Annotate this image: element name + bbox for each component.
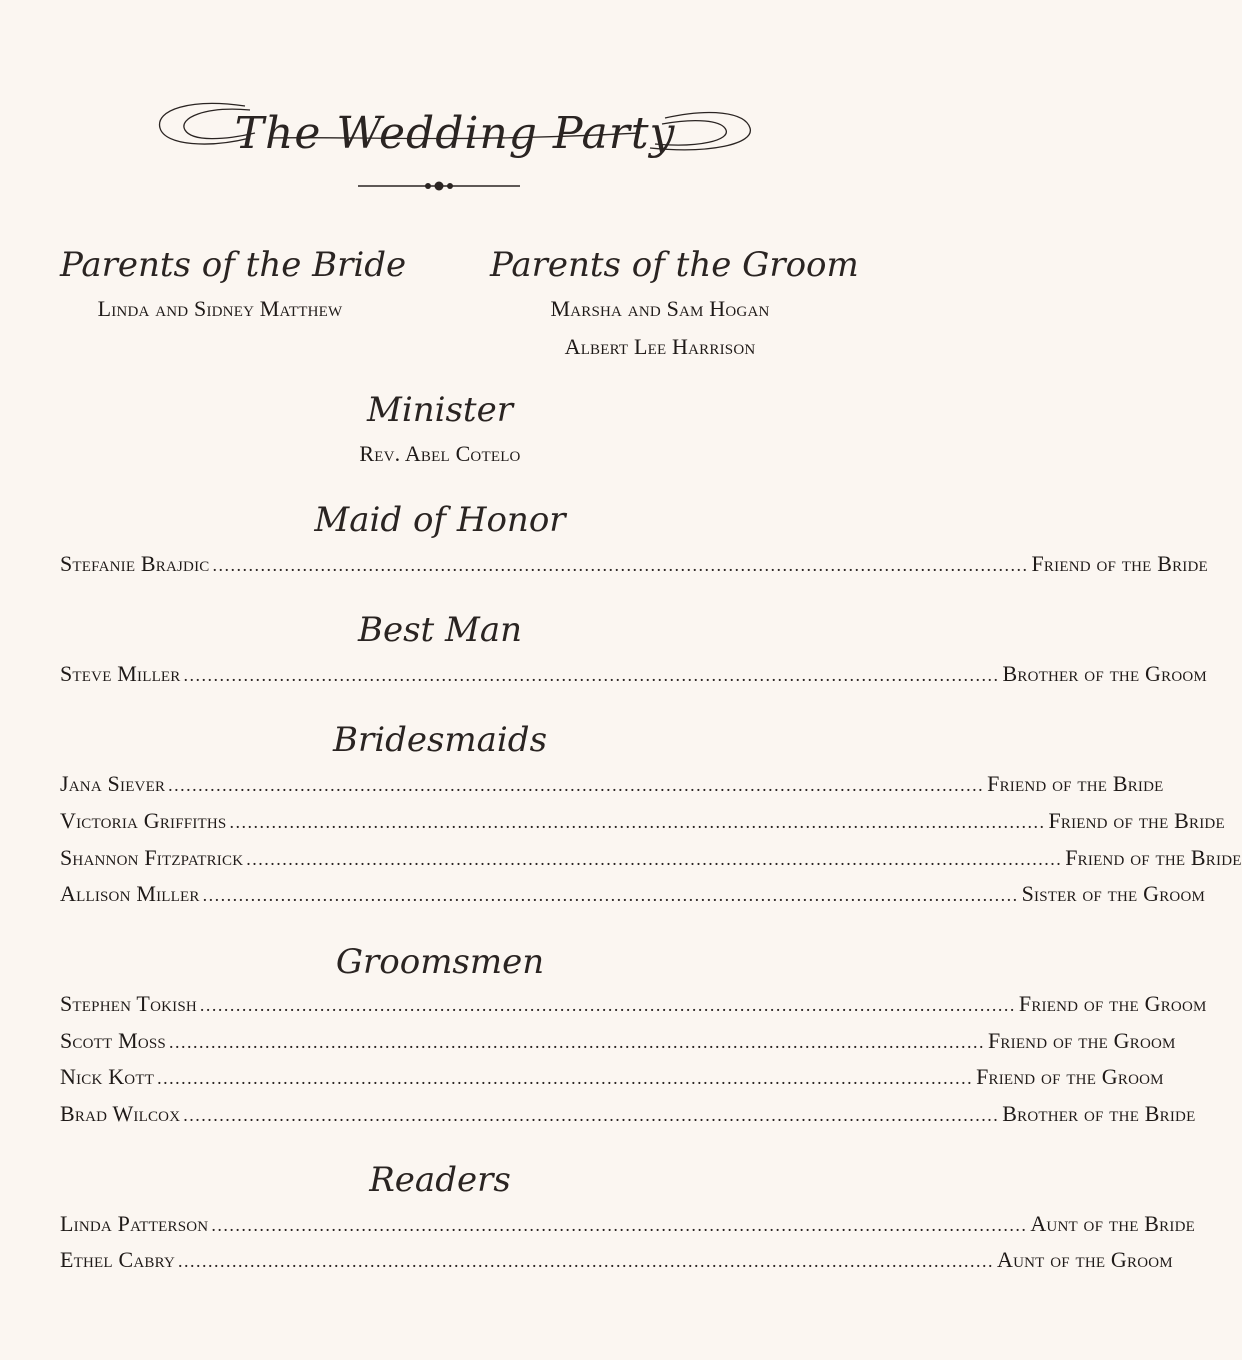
dot-leader: ........................................................................................................................................ [246,849,1063,869]
party-member-row [60,551,1208,579]
member-name: Shannon Fitzpatrick [60,845,244,870]
parents-of-groom-heading: Parents of the Groom [490,245,859,285]
member-name: Allison Miller [60,881,200,906]
member-role: Brother of the Bride [1002,1101,1196,1126]
minister-heading: Minister [367,390,513,430]
party-member-row [60,1211,1195,1239]
party-member-row [60,991,1207,1019]
dot-leader: ........................................................................................................................................ [212,555,1029,575]
member-name: Victoria Griffiths [60,808,227,833]
maid-of-honor-heading: Maid of Honor [314,500,566,540]
member-role: Friend of the Bride [1048,808,1225,833]
member-role: Friend of the Groom [987,1028,1176,1053]
member-name: Jana Siever [60,771,166,796]
member-name: Stefanie Brajdic [60,551,210,576]
bridesmaids-heading: Bridesmaids [332,720,548,760]
member-role: Sister of the Groom [1021,881,1206,906]
party-member-row [60,881,1206,909]
member-name: Nick Kott [60,1064,155,1089]
minister-name: Rev. Abel Cotelo [359,441,521,466]
readers-heading: Readers [369,1160,511,1200]
dot-leader: ........................................................................................................................................ [202,885,1019,905]
dot-leader: ........................................................................................................................................ [168,775,985,795]
party-member-row [60,771,1164,799]
party-member-row [60,1247,1173,1275]
member-name: Steve Miller [60,661,181,686]
member-role: Friend of the Bride [1031,551,1208,576]
member-role: Aunt of the Bride [1030,1211,1195,1236]
title-block [150,88,760,168]
program-title: The Wedding Party [234,108,676,159]
party-member-row [60,1028,1176,1056]
parents-of-groom-name: Albert Lee Harrison [564,334,756,359]
party-member-row [60,661,1207,689]
title-divider-ornament [358,178,520,194]
dot-leader: ........................................................................................................................................ [177,1251,994,1271]
member-name: Brad Wilcox [60,1101,181,1126]
member-role: Brother of the Groom [1002,661,1207,686]
dot-leader: ........................................................................................................................................ [211,1215,1028,1235]
dot-leader: ........................................................................................................................................ [183,665,1000,685]
dot-leader: ........................................................................................................................................ [229,812,1046,832]
dot-leader: ........................................................................................................................................ [199,995,1016,1015]
party-member-row [60,845,1242,873]
member-role: Friend of the Groom [976,1064,1164,1089]
party-member-row [60,808,1225,836]
member-role: Friend of the Groom [1018,991,1207,1016]
member-name: Stephen Tokish [60,991,197,1016]
dot-leader: ........................................................................................................................................ [157,1068,974,1088]
dot-leader: ........................................................................................................................................ [183,1105,1000,1125]
parents-of-bride-name: Linda and Sidney Matthew [97,296,343,321]
member-name: Scott Moss [60,1028,166,1053]
member-role: Friend of the Bride [987,771,1164,796]
party-member-row [60,1101,1196,1129]
parents-of-groom-name: Marsha and Sam Hogan [550,296,770,321]
dot-leader: ........................................................................................................................................ [168,1032,985,1052]
best-man-heading: Best Man [357,610,522,650]
member-name: Ethel Cabry [60,1247,175,1272]
member-role: Aunt of the Groom [996,1247,1173,1272]
groomsmen-heading: Groomsmen [335,942,545,982]
parents-of-bride-heading: Parents of the Bride [60,245,407,285]
member-name: Linda Patterson [60,1211,209,1236]
member-role: Friend of the Bride [1065,845,1242,870]
party-member-row [60,1064,1164,1092]
